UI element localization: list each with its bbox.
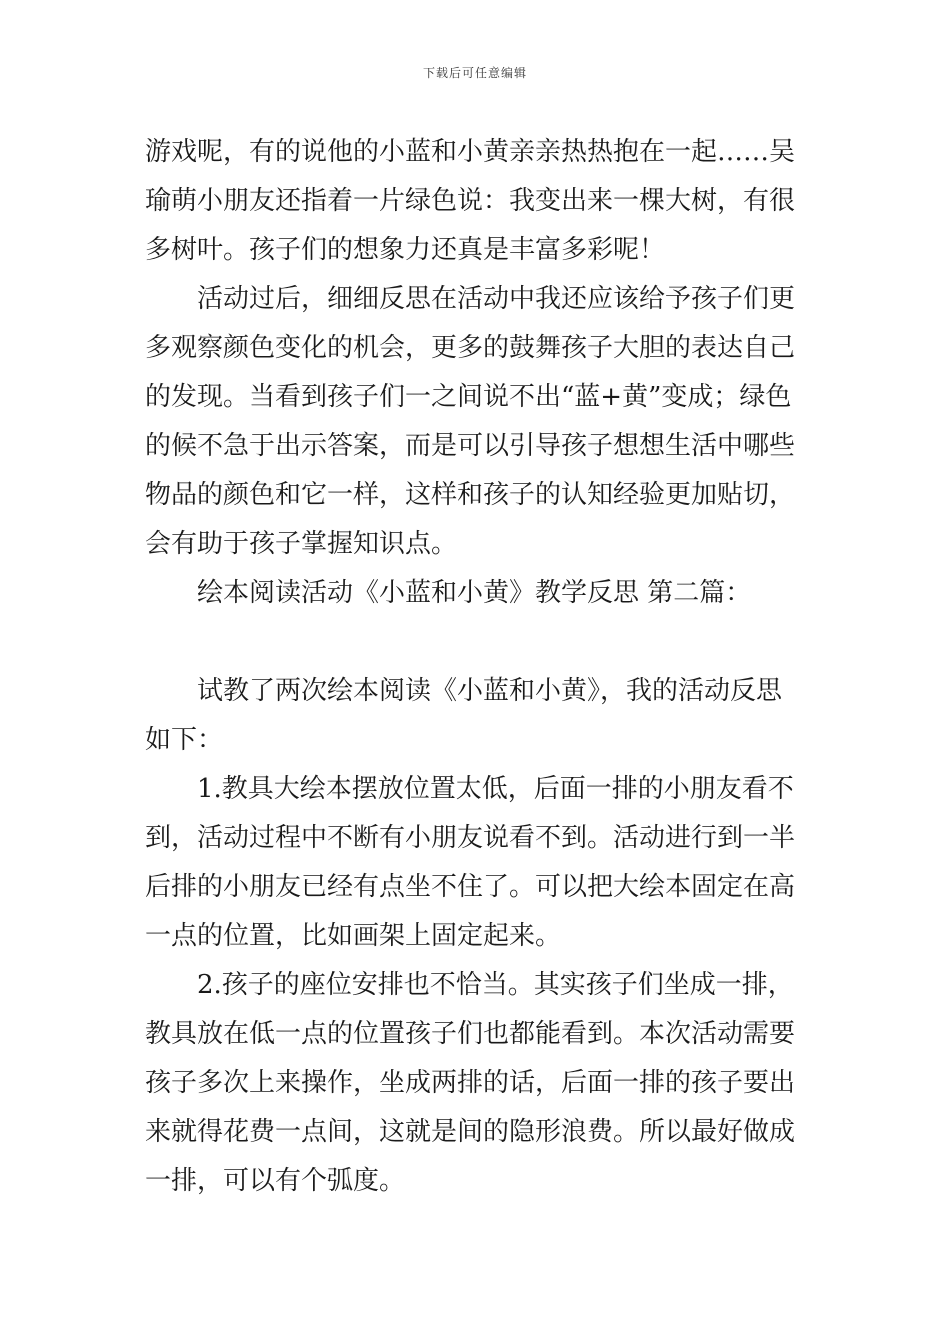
document-body [145, 128, 810, 1206]
text-line: 活动过后，细细反思在活动中我还应该给予孩子们更 [145, 284, 796, 314]
text-line: 游戏呢，有的说他的小蓝和小黄亲亲热热抱在一起……吴 [145, 137, 796, 167]
text-line: 多观察颜色变化的机会，更多的鼓舞孩子大胆的表达自己 [145, 333, 796, 363]
text-line: 2.孩子的座位安排也不恰当。其实孩子们坐成一排， [145, 970, 794, 1000]
text-line: 孩子多次上来操作，坐成两排的话，后面一排的孩子要出 [145, 1068, 796, 1098]
blank-line [145, 618, 810, 667]
page-header-note: 下载后可任意编辑 [422, 66, 527, 80]
text-line: 多树叶。孩子们的想象力还真是丰富多彩呢！ [145, 235, 666, 265]
text-line: 一排，可以有个弧度。 [145, 1166, 406, 1196]
text-line: 瑜萌小朋友还指着一片绿色说：我变出来一棵大树，有很 [145, 186, 796, 216]
text-line: 后排的小朋友已经有点坐不住了。可以把大绘本固定在高 [145, 872, 796, 902]
text-line: 会有助于孩子掌握知识点。 [145, 529, 458, 559]
text-line: 一点的位置，比如画架上固定起来。 [145, 921, 562, 951]
text-line: 到，活动过程中不断有小朋友说看不到。活动进行到一半 [145, 823, 796, 853]
text-line: 的发现。当看到孩子们一之间说不出“蓝+黄”变成；绿色 [145, 382, 792, 412]
text-line: 来就得花费一点间，这就是间的隐形浪费。所以最好做成 [145, 1117, 796, 1147]
text-line: 教具放在低一点的位置孩子们也都能看到。本次活动需要 [145, 1019, 796, 1049]
section-heading: 绘本阅读活动《小蓝和小黄》教学反思 第二篇： [145, 578, 752, 608]
text-line: 的候不急于出示答案，而是可以引导孩子想想生活中哪些 [145, 431, 796, 461]
text-line: 1.教具大绘本摆放位置太低，后面一排的小朋友看不 [145, 774, 794, 804]
text-line: 如下： [145, 725, 224, 755]
text-line: 物品的颜色和它一样，这样和孩子的认知经验更加贴切， [145, 480, 796, 510]
text-line: 试教了两次绘本阅读《小蓝和小黄》，我的活动反思 [145, 676, 783, 706]
